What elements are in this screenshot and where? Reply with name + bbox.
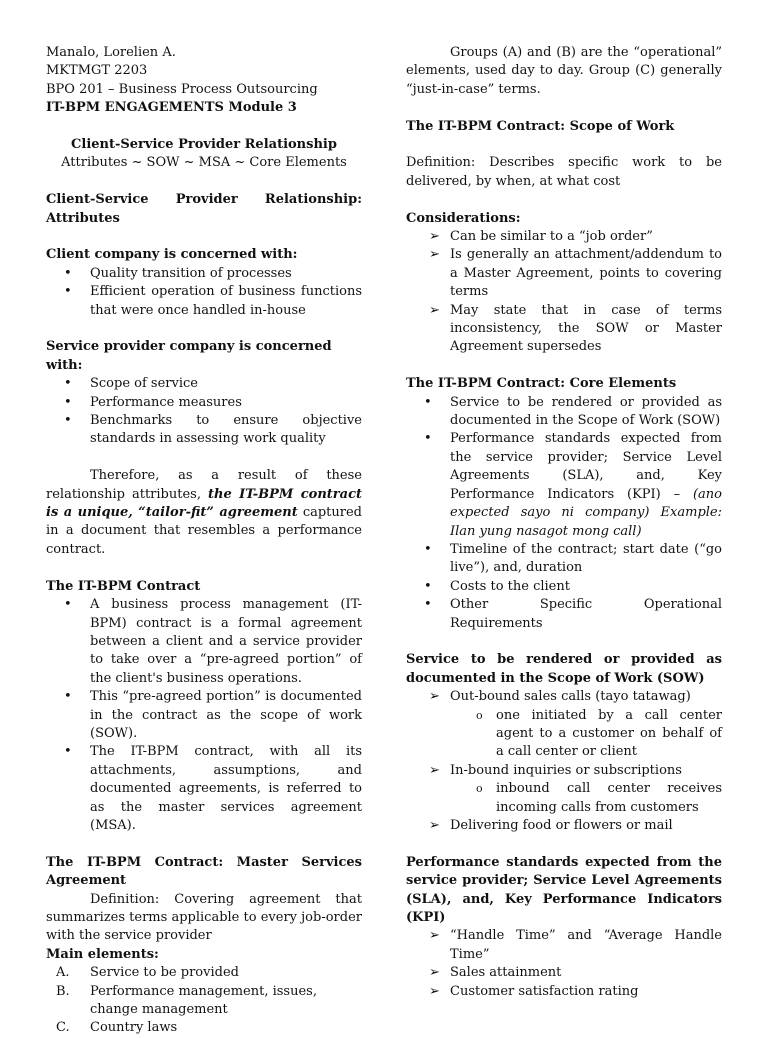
list-item: ➢ Sales attainment bbox=[406, 964, 722, 982]
sow-definition: Definition: Describes specific work to be delivered, by when, at what cost bbox=[406, 155, 722, 189]
considerations-list bbox=[406, 228, 722, 357]
list-item: • Performance measures bbox=[64, 394, 242, 410]
msa-main-elements-heading: Main elements: bbox=[46, 946, 159, 962]
list-item: • This “pre-agreed portion” is documented in the contract as the scope of work (SOW). bbox=[64, 689, 362, 741]
list-item: • Benchmarks to ensure objective standards in assessing work quality bbox=[64, 413, 362, 447]
arrow-bullet-icon: ➢ bbox=[429, 928, 440, 944]
performance-heading: Performance standards expected from the service provider; Service Level Agreements (SLA), and, Key Performance Indicators (KPI) bbox=[406, 854, 722, 925]
provider-concerns-list bbox=[46, 375, 362, 449]
list-item: ➢ Out-bound sales calls (tayo tatawag) bbox=[406, 688, 722, 706]
list-item: • Scope of service bbox=[64, 376, 198, 392]
list-item: ➢ “Handle Time” and “Average Handle Time” bbox=[429, 928, 722, 962]
performance-list bbox=[406, 927, 722, 1001]
document-subtitle: Attributes ~ SOW ~ MSA ~ Core Elements bbox=[61, 155, 347, 171]
considerations-heading: Considerations: bbox=[406, 210, 521, 226]
list-item: B. Performance management, issues, change management bbox=[56, 983, 317, 1018]
list-item: o one initiated by a call center agent to a customer on behalf of a call center or client bbox=[476, 707, 722, 760]
outbound-sublist bbox=[406, 707, 722, 762]
service-sow-list bbox=[406, 688, 722, 706]
sow-heading: The IT-BPM Contract: Scope of Work bbox=[406, 118, 675, 134]
document-title: Client-Service Provider Relationship bbox=[71, 137, 337, 153]
arrow-bullet-icon: ➢ bbox=[429, 689, 440, 705]
attributes-summary: Therefore, as a result of these relationship attributes, the IT-BPM contract is a unique, “tailor-fit” agreement captured in a document that resembles a performance contract. bbox=[46, 468, 363, 557]
arrow-bullet-icon: ➢ bbox=[429, 229, 440, 245]
list-item: ➢ In-bound inquiries or subscriptions bbox=[406, 762, 722, 780]
msa-definition: Definition: Covering agreement that summarizes terms applicable to every job-order with the service provider bbox=[46, 891, 362, 944]
list-item: C. Country laws bbox=[56, 1020, 178, 1036]
list-item: • A business process management (IT-BPM) contract is a formal agreement between a client and a service provider to take over a “pre-agreed portion” of the client's business operations. bbox=[64, 597, 362, 686]
section-code: MKTMGT 2203 bbox=[46, 63, 148, 79]
left-column bbox=[46, 44, 362, 1038]
list-item: • Quality transition of processes bbox=[64, 265, 292, 281]
attributes-heading: Client-Service Provider Relationship: Attributes bbox=[46, 192, 362, 226]
arrow-bullet-icon: ➢ bbox=[429, 762, 440, 778]
list-item: ➢ Delivering food or flowers or mail bbox=[406, 817, 722, 835]
student-name: Manalo, Lorelien A. bbox=[46, 45, 176, 60]
list-item: • Efficient operation of business functions that were once handled in-house bbox=[64, 284, 362, 318]
inbound-sublist bbox=[406, 780, 722, 817]
list-item: • Costs to the client bbox=[424, 578, 570, 594]
circle-bullet-icon: o bbox=[476, 708, 483, 722]
circle-bullet-icon: o bbox=[476, 782, 483, 796]
provider-concerns-heading: Service provider company is concerned with: bbox=[46, 339, 332, 373]
core-elements-list bbox=[406, 394, 722, 633]
list-item: ➢ Can be similar to a “job order” bbox=[406, 228, 722, 246]
client-concerns-heading: Client company is concerned with: bbox=[46, 247, 298, 263]
contract-list bbox=[46, 596, 362, 835]
list-item: • Service to be rendered or provided as documented in the Scope of Work (SOW) bbox=[424, 394, 722, 429]
list-item: A. Service to be provided bbox=[56, 965, 239, 981]
course-title: BPO 201 – Business Process Outsourcing bbox=[46, 81, 318, 97]
list-item: • Timeline of the contract; start date (“go live”), and, duration bbox=[424, 541, 722, 576]
arrow-bullet-icon: ➢ bbox=[429, 983, 440, 999]
arrow-bullet-icon: ➢ bbox=[429, 302, 440, 318]
client-concerns-list bbox=[46, 265, 362, 320]
right-column bbox=[406, 44, 722, 1001]
list-item: • Performance standards expected from the service provider; Service Level Agreements (SLA), and, Key Performance Indicators (KPI) – (ano expected sayo ni company) Example: Ilan yung nasagot mong call) bbox=[424, 431, 722, 539]
service-sow-heading: Service to be rendered or provided as documented in the Scope of Work (SOW) bbox=[406, 652, 722, 686]
list-item: • The IT-BPM contract, with all its attachments, assumptions, and documented agreements, is referred to as the master services agreement (MSA). bbox=[64, 744, 362, 833]
core-elements-heading: The IT-BPM Contract: Core Elements bbox=[406, 376, 677, 392]
msa-elements-list bbox=[46, 964, 362, 1038]
list-item: ➢ Is generally an attachment/addendum to a Master Agreement, points to covering terms bbox=[429, 247, 722, 300]
arrow-bullet-icon: ➢ bbox=[429, 817, 440, 833]
contract-heading: The IT-BPM Contract bbox=[46, 578, 201, 594]
module-title: IT-BPM ENGAGEMENTS Module 3 bbox=[46, 100, 297, 116]
list-item: • Other Specific Operational Requirements bbox=[424, 597, 722, 631]
arrow-bullet-icon: ➢ bbox=[429, 965, 440, 981]
msa-heading: The IT-BPM Contract: Master Services Agreement bbox=[46, 854, 362, 889]
list-item: ➢ Customer satisfaction rating bbox=[406, 983, 722, 1001]
list-item: o inbound call center receives incoming calls from customers bbox=[476, 781, 722, 815]
arrow-bullet-icon: ➢ bbox=[429, 247, 440, 263]
list-item: ➢ May state that in case of terms inconsistency, the SOW or Master Agreement supersedes bbox=[429, 302, 722, 355]
groups-note: Groups (A) and (B) are the “operational” elements, used day to day. Group (C) generally “just-in-case” terms. bbox=[406, 45, 722, 97]
